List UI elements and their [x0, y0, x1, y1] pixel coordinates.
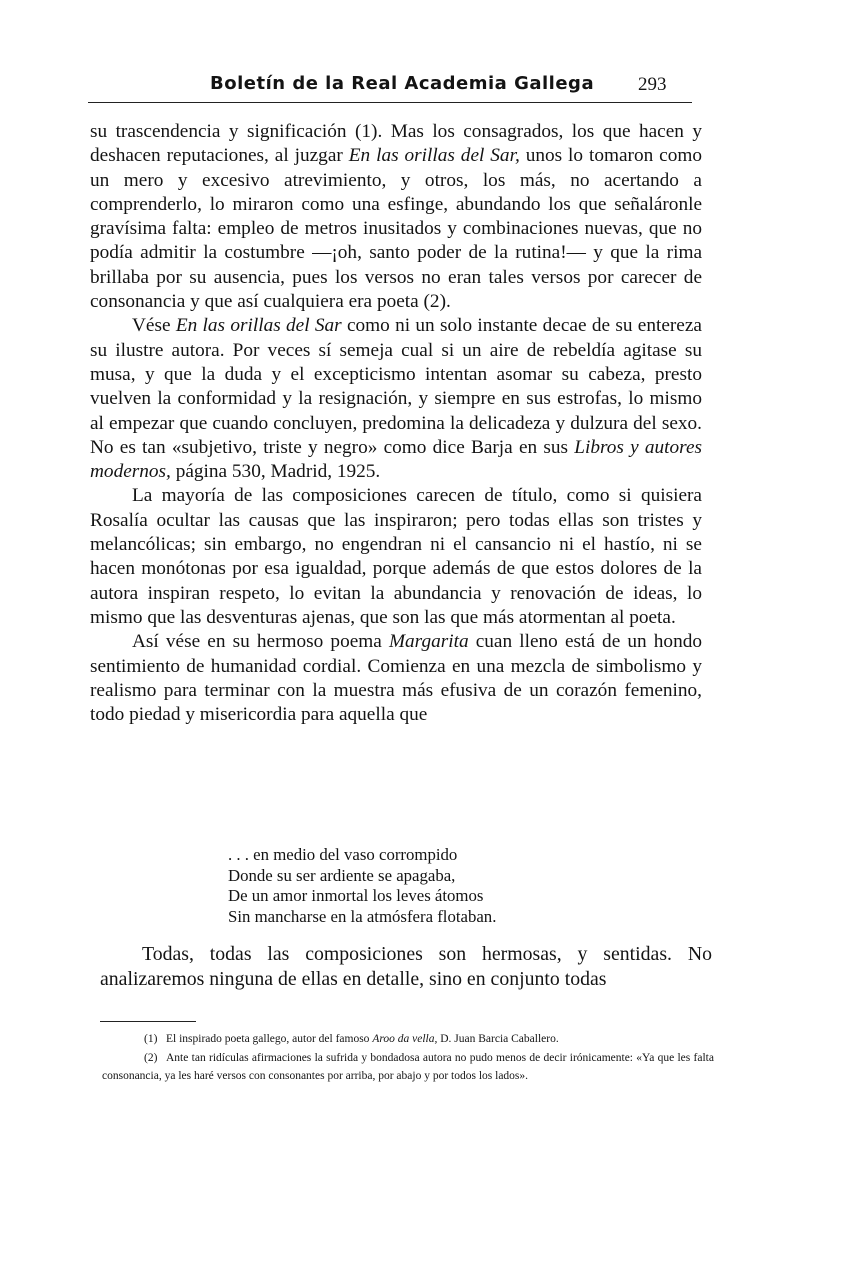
verse-line: Donde su ser ardiente se apagaba, — [228, 865, 456, 885]
paragraph-2 — [90, 314, 702, 484]
book-title-italic: En las orillas del Sar — [175, 315, 342, 337]
footnote-2 — [102, 1049, 714, 1086]
verse-line: Sin mancharse en la atmósfera flotaban. — [228, 906, 497, 926]
paragraph-1 — [90, 120, 702, 314]
verse-quote — [228, 845, 496, 927]
paragraph-2-text-e: página 530, Madrid, 1925. — [170, 461, 381, 483]
verse-line: . . . en medio del vaso corrompido — [228, 845, 458, 864]
paragraph-1-text-a: su trascendencia y significación (1). Mas los consagrados, los que hacen y deshacen reputaciones, al juzgar — [90, 121, 702, 167]
closing-text — [100, 942, 712, 992]
cited-work-italic: Libros y autores modernos, — [90, 436, 703, 483]
page-number: 293 — [638, 74, 667, 95]
closing-paragraph: Todas, todas las composiciones son hermosas, y sentidas. No analizaremos ninguna de ellas en detalle, sino en conjunto todas — [100, 943, 712, 990]
verse-line: De un amor inmortal los leves átomos — [228, 886, 484, 905]
footnote-2-text: Ante tan ridículas afirmaciones la sufrida y bondadosa autora no pudo menos de decir irónicamente: «Ya que les falta consonancia, ya les haré versos con consonantes por arriba, por abajo y por todos los lados». — [102, 1051, 714, 1082]
footnote-1-text-a: El inspirado poeta gallego, autor del famoso — [166, 1033, 373, 1045]
header-rule — [88, 102, 692, 103]
footnote-mark: (1) — [144, 1033, 158, 1045]
poem-title-italic: Margarita — [388, 631, 469, 653]
footnote-1-text-c: D. Juan Barcia Caballero. — [437, 1033, 559, 1045]
footnotes — [102, 1030, 714, 1086]
footnote-rule — [100, 1021, 196, 1022]
paragraph-1-text-c: unos lo tomaron como un mero y excesivo atrevimiento, y otros, los más, no acertando a comprenderlo, lo miraron como una esfinge, abundando los que señaláronle gravísima falta: empleo de metros inusitados y combinaciones nuevas, que no podía admitir la costumbre —¡oh, santo poder de la rutina!— y que la rima brillaba por su ausencia, pues los versos no eran tales versos por carecer de consonancia y que así cualquiera era poeta (2). — [90, 145, 703, 313]
journal-title: Boletín de la Real Academia Gallega — [210, 73, 595, 94]
paragraph-4-text-a: Así vése en su hermoso poema — [132, 631, 389, 653]
book-title-italic: En las orillas del Sar, — [348, 145, 520, 167]
body-text — [90, 120, 702, 727]
paragraph-4 — [90, 630, 702, 727]
paragraph-4-text-c: cuan lleno está de un hondo sentimiento de humanidad cordial. Comienza en una mezcla de simbolismo y realismo para terminar con la muestra más efusiva de un corazón femenino, todo piedad y misericordia para aquella que — [90, 631, 702, 726]
footnote-1-italic: Aroo da vella, — [372, 1033, 438, 1045]
footnote-1 — [102, 1030, 714, 1049]
paragraph-2-text-c: como ni un solo instante decae de su entereza su ilustre autora. Por veces sí semeja cual si un aire de rebeldía agitase su musa, y que la duda y el excepticismo intentan asomar su cabeza, presto vuelven la conformidad y la resignación, y siempre en sus estrofas, lo mismo al empezar que cuando concluyen, predomina la delicadeza y dulzura del sexo. No es tan «subjetivo, triste y negro» como dice Barja en sus — [90, 315, 702, 458]
paragraph-3: La mayoría de las composiciones carecen de título, como si quisiera Rosalía ocultar las causas que las inspiraron; pero todas ellas son tristes y melancólicas; sin embargo, no engendran ni el cansancio ni el hastío, ni se hacen monótonas por esa igualdad, porque además de que estos dolores de la autora inspiran respeto, lo evitan la abundancia y renovación de ideas, lo mismo que las desventuras ajenas, que son las que más atormentan al poeta. — [90, 485, 702, 628]
footnote-mark: (2) — [144, 1051, 158, 1064]
paragraph-2-text-a: Vése — [132, 315, 176, 337]
